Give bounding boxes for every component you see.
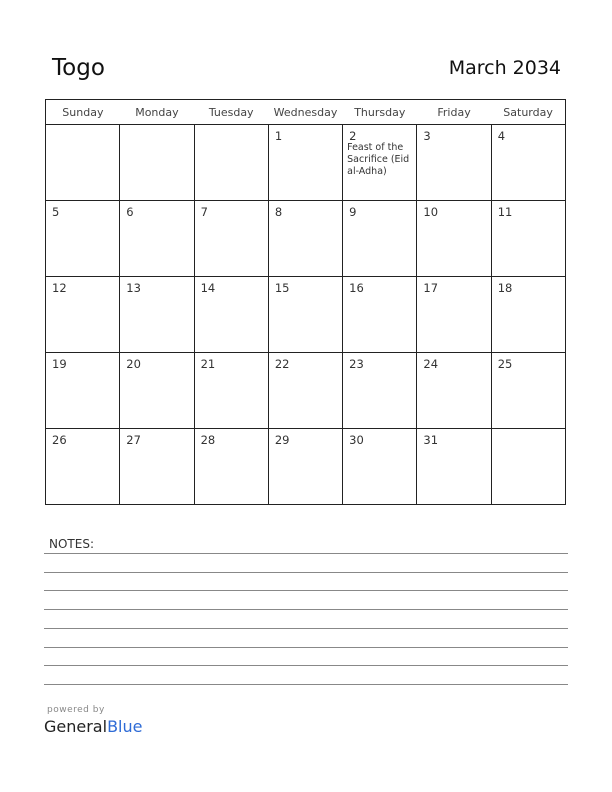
day-number: 25 xyxy=(497,357,513,371)
day-number: 8 xyxy=(274,205,283,219)
day-number: 7 xyxy=(200,205,208,219)
weekday-friday: Friday xyxy=(417,100,491,125)
note-line xyxy=(44,572,568,573)
day-number: 27 xyxy=(126,433,141,447)
day-cell xyxy=(120,353,194,429)
day-cell xyxy=(120,125,194,201)
day-cell xyxy=(491,429,565,505)
day-number: 31 xyxy=(423,433,439,447)
day-number: 14 xyxy=(200,281,216,295)
day-number: 15 xyxy=(274,281,290,295)
weekday-sunday: Sunday xyxy=(46,100,120,125)
day-number: 24 xyxy=(423,357,439,371)
day-cell xyxy=(120,277,194,353)
weekday-wednesday: Wednesday xyxy=(268,100,342,125)
day-number: 2 xyxy=(349,129,357,143)
weekday-monday: Monday xyxy=(120,100,194,125)
day-cell xyxy=(343,353,417,429)
day-number: 20 xyxy=(126,357,141,371)
note-line xyxy=(44,609,568,610)
day-cell xyxy=(343,277,417,353)
weekday-saturday: Saturday xyxy=(491,100,565,125)
note-line xyxy=(44,590,568,591)
note-line xyxy=(44,684,568,685)
brand-name-blue: Blue xyxy=(107,717,143,736)
day-number: 6 xyxy=(126,205,134,219)
holiday-event: Feast of the Sacrifice (Eid al-Adha) xyxy=(347,142,410,177)
calendar-grid xyxy=(45,99,566,505)
day-cell xyxy=(343,429,417,505)
day-cell xyxy=(46,429,120,505)
day-number: 16 xyxy=(349,281,364,295)
day-cell xyxy=(120,429,194,505)
day-number: 22 xyxy=(274,357,290,371)
day-cell xyxy=(417,429,491,505)
week-row-3 xyxy=(46,277,566,353)
day-cell xyxy=(268,353,342,429)
brand-logo xyxy=(44,717,142,736)
day-number: 23 xyxy=(349,357,364,371)
day-cell xyxy=(417,201,491,277)
brand-name-general: General xyxy=(44,717,108,736)
day-number: 26 xyxy=(52,433,67,447)
day-cell xyxy=(491,353,565,429)
day-cell xyxy=(491,277,565,353)
day-cell xyxy=(268,201,342,277)
day-number: 10 xyxy=(423,205,439,219)
day-number: 9 xyxy=(349,205,357,219)
day-number: 30 xyxy=(349,433,364,447)
day-cell xyxy=(120,201,194,277)
note-line xyxy=(44,553,568,554)
day-cell xyxy=(194,125,268,201)
day-cell xyxy=(46,125,120,201)
notes-label: NOTES: xyxy=(49,537,94,551)
day-cell xyxy=(417,277,491,353)
day-cell xyxy=(194,201,268,277)
week-row-5 xyxy=(46,429,566,505)
week-row-2 xyxy=(46,201,566,277)
day-number: 5 xyxy=(52,205,60,219)
day-number: 13 xyxy=(126,281,141,295)
day-number: 1 xyxy=(274,129,283,143)
day-number: 4 xyxy=(497,129,506,143)
day-number: 18 xyxy=(497,281,513,295)
day-cell xyxy=(268,125,342,201)
week-row-1 xyxy=(46,125,566,201)
day-number: 17 xyxy=(423,281,439,295)
day-number: 11 xyxy=(497,205,513,219)
day-cell xyxy=(46,353,120,429)
day-number: 21 xyxy=(200,357,216,371)
day-cell xyxy=(343,125,417,201)
weekday-thursday: Thursday xyxy=(343,100,417,125)
day-number: 29 xyxy=(274,433,290,447)
day-cell xyxy=(343,201,417,277)
day-cell xyxy=(491,125,565,201)
powered-by-text: powered by xyxy=(47,705,105,715)
day-cell xyxy=(194,277,268,353)
note-line xyxy=(44,647,568,648)
note-line xyxy=(44,628,568,629)
day-cell xyxy=(46,201,120,277)
month-title: March 2034 xyxy=(448,57,561,79)
day-cell xyxy=(194,429,268,505)
day-cell xyxy=(46,277,120,353)
country-title: Togo xyxy=(52,55,105,81)
day-number: 3 xyxy=(423,129,431,143)
day-cell xyxy=(268,277,342,353)
day-cell xyxy=(268,429,342,505)
day-cell xyxy=(417,353,491,429)
day-cell xyxy=(491,201,565,277)
day-number: 12 xyxy=(52,281,67,295)
weekday-tuesday: Tuesday xyxy=(194,100,268,125)
weekday-header-row xyxy=(46,100,566,125)
day-cell xyxy=(194,353,268,429)
note-line xyxy=(44,665,568,666)
day-number: 28 xyxy=(200,433,216,447)
day-number: 19 xyxy=(52,357,67,371)
day-cell xyxy=(417,125,491,201)
week-row-4 xyxy=(46,353,566,429)
